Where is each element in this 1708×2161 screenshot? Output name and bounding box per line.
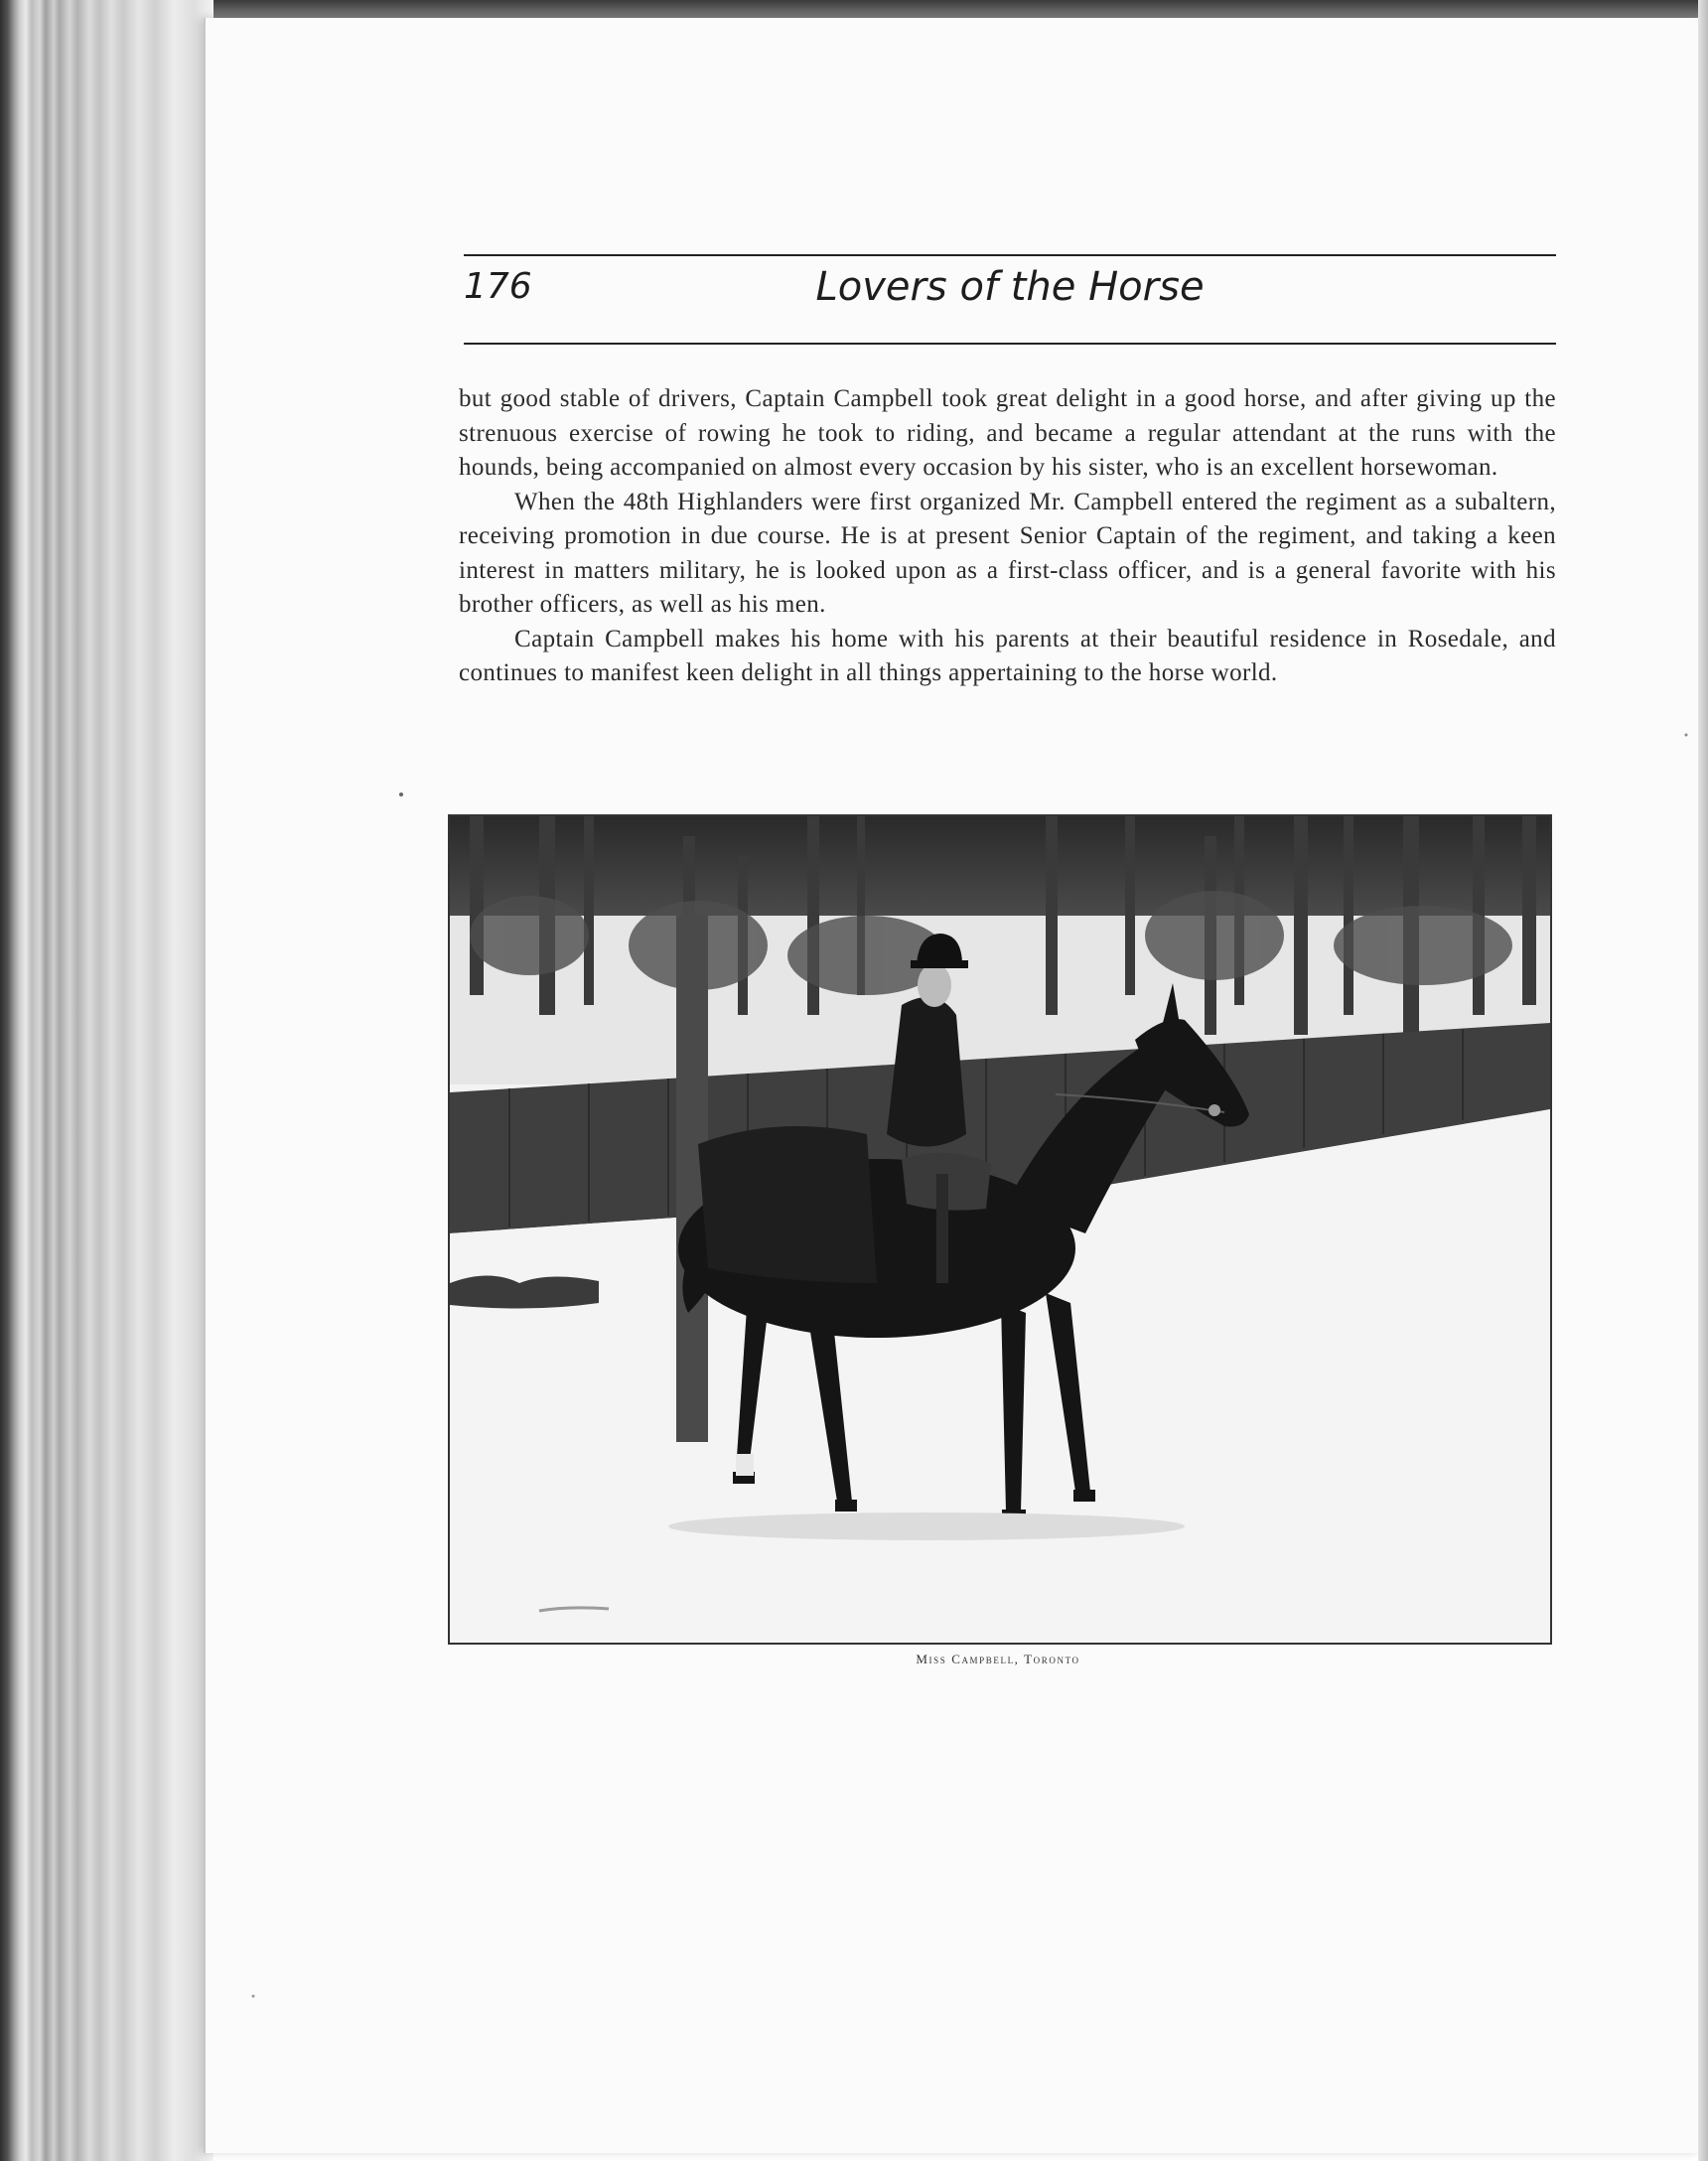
running-title: Lovers of the Horse	[815, 264, 1205, 310]
photo-horse-rider-snow	[450, 816, 1550, 1643]
header-rule-top	[464, 254, 1556, 256]
book-page-edges	[0, 0, 214, 2161]
body-text	[459, 382, 1556, 691]
photo-caption: Miss Campbell, Toronto	[916, 1652, 1080, 1666]
photograph	[448, 814, 1552, 1645]
paragraph-3: Captain Campbell makes his home with his parents at their beautiful residence in Rosedale, and continues to manifest keen delight in all things appertaining to the horse world.	[459, 625, 1556, 686]
page-right-edge	[1698, 0, 1708, 2161]
paragraph-2: When the 48th Highlanders were first organized Mr. Campbell entered the regiment as a subaltern, receiving promotion in due course. He is at present Senior Captain of the regiment, and taking a keen interest in matters military, he is looked upon as a first-class officer, and is a general favorite with his brother officers, as well as his men.	[459, 488, 1556, 618]
header-rule-bottom	[464, 343, 1556, 345]
paragraph-1: but good stable of drivers, Captain Campbell took great delight in a good horse, and after giving up the strenuous exercise of rowing he took to riding, and became a regular attendant at the runs with the hounds, being accompanied on almost every occasion by his sister, who is an excellent horsewoman.	[459, 385, 1556, 481]
page-number: 176	[464, 266, 532, 307]
